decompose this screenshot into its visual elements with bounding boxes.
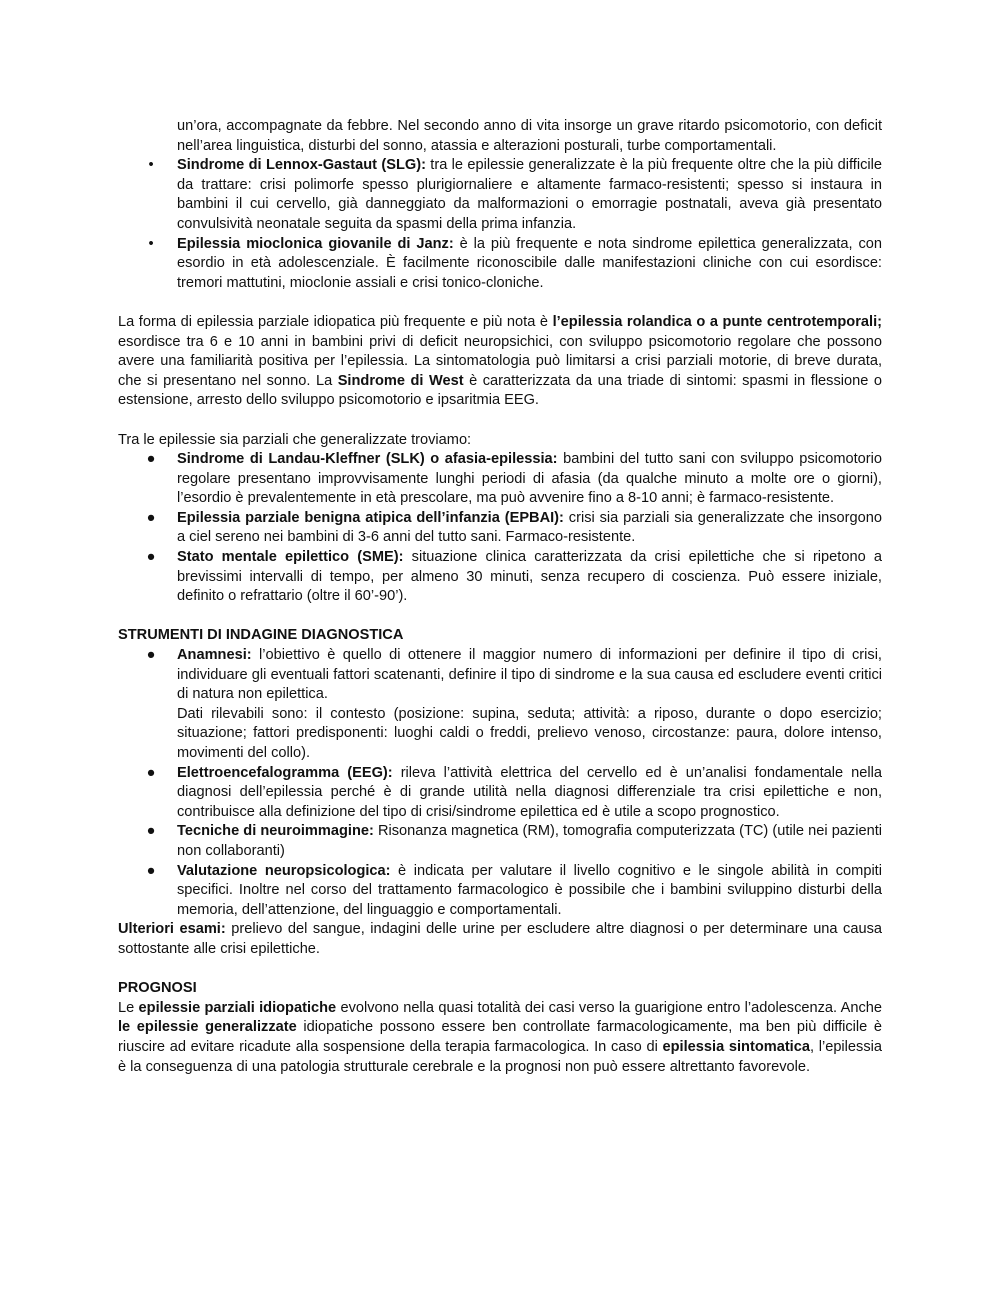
list-item-term: Stato mentale epilettico (SME): (177, 549, 404, 566)
bullet-icon: ● (146, 764, 156, 781)
list-item (118, 764, 882, 823)
text-run: evolvono nella quasi totalità dei casi verso la guarigione entro l’adolescenza. Anche (336, 999, 882, 1016)
section-heading-prognosi: PROGNOSI (118, 980, 197, 997)
document-page (118, 117, 882, 1077)
list-item-extra: Dati rilevabili sono: il contesto (posizione: supina, seduta; attività: a riposo, durante o dopo esercizio; situazione; fattori predisponenti: luoghi caldi o freddi, prelievo venoso, circostanze: paura, dolore intenso, movimenti del collo). (177, 705, 882, 761)
list-item (118, 235, 882, 294)
list-item (118, 822, 882, 861)
list-item-text: è indicata per valutare il livello cognitivo e le singole abilità in compiti specifici. Inoltre nel corso del trattamento farmacologico è possibile che i bambini sviluppino disturbi della memoria, dell’attenzione, del linguaggio e comportamentali. (177, 862, 882, 918)
bullet-icon: • (148, 235, 154, 252)
list-item (118, 509, 882, 548)
rolandica-paragraph (118, 313, 882, 411)
list-item (118, 450, 882, 509)
list-item (118, 548, 882, 607)
list-item-term: Tecniche di neuroimmagine: (177, 823, 374, 840)
list-item-term: Elettroencefalogramma (EEG): (177, 764, 393, 781)
list-item-text: crisi sia parziali sia generalizzate che insorgono a ciel sereno nei bambini di 3-6 anni del tutto sani. Farmaco-resistente. (177, 509, 882, 546)
text-run: , l’epilessia è la conseguenza di una patologia strutturale cerebrale e la prognosi non può essere altrettanto favorevole. (118, 1038, 882, 1075)
bold-term: l’epilessia rolandica o a punte centrotemporali; (552, 313, 882, 330)
list-item-text: bambini del tutto sani con sviluppo psicomotorio regolare presentano improvvisamente lunghi periodi di afasia (da qualche minuto a molte ore o giorni), l’esordio è prevalentemente in età prescolare, ma può avvenire fino a 8-10 anni; è farmaco-resistente. (177, 451, 882, 507)
list-intro: Tra le epilessie sia parziali che generalizzate troviamo: (118, 431, 472, 448)
list-item-term: Anamnesi: (177, 647, 252, 664)
text-run: esordisce tra 6 e 10 anni in bambini privi di deficit neuropsichici, con sviluppo psicomotorio regolare che possono avere una familiarità positiva per l’epilessia. La sintomatologia può limitarsi a crisi parziali motorie, di breve durata, che si presentano nel sonno. La (118, 333, 882, 389)
bullet-icon: ● (146, 451, 156, 468)
bullet-list-generalized (118, 156, 882, 293)
list-item-text: l’obiettivo è quello di ottenere il maggior numero di informazioni per definire il tipo di crisi, individuare gli eventuali fattori scatenanti, definire il tipo di sindrome e la sua causa ed escludere eventi critici di natura non epilettica. (177, 647, 882, 703)
list-item-term: Epilessia parziale benigna atipica dell’infanzia (EPBAI): (177, 509, 564, 526)
list-item (118, 862, 882, 921)
bold-term: epilessia sintomatica (662, 1038, 810, 1055)
bullet-icon: • (148, 157, 154, 174)
bullet-list-mixed (118, 450, 882, 607)
list-item-text: situazione clinica caratterizzata da crisi epilettiche che si ripetono a brevissimi intervalli di tempo, per almeno 30 minuti, senza recupero di coscienza. Può essere iniziale, definito o refrattario (oltre il 60’-90’). (177, 549, 882, 605)
list-item-term: Sindrome di Lennox-Gastaut (SLG): (177, 157, 426, 174)
text-run: Le (118, 999, 139, 1016)
bullet-icon: ● (146, 549, 156, 566)
bullet-list-strumenti (118, 646, 882, 920)
list-item-term: Sindrome di Landau-Kleffner (SLK) o afasia-epilessia: (177, 451, 558, 468)
ulteriori-esami-paragraph (118, 920, 882, 959)
list-item-term: Valutazione neuropsicologica: (177, 862, 391, 879)
list-item-text: rileva l’attività elettrica del cervello ed è un’analisi fondamentale nella diagnosi dell’epilessia perché è di grande utilità nella diagnosi differenziale tra crisi epilettiche e non, contribuisce alla definizione del tipo di crisi/sindrome epilettica ed è utile a scopo prognostico. (177, 764, 882, 820)
bold-term: epilessie parziali idiopatiche (138, 999, 337, 1016)
list-item (118, 646, 882, 764)
bold-term: Sindrome di West (337, 372, 464, 389)
bullet-icon: ● (146, 823, 156, 840)
list-item (118, 156, 882, 234)
prognosi-paragraph (118, 999, 882, 1077)
text-run: prelievo del sangue, indagini delle urine per escludere altre diagnosi o per determinare una causa sottostante alle crisi epilettiche. (118, 921, 882, 957)
text-run: è caratterizzata da una triade di sintomi: spasmi in flessione o estensione, arresto dello sviluppo psicomotorio e ipsaritmia EEG. (118, 372, 882, 409)
bullet-icon: ● (146, 647, 156, 664)
text-run: La forma di epilessia parziale idiopatica più frequente e più nota è (118, 313, 553, 330)
list-item-term: Epilessia mioclonica giovanile di Janz: (177, 235, 454, 252)
continuation-paragraph: un’ora, accompagnate da febbre. Nel secondo anno di vita insorge un grave ritardo psicomotorio, con deficit nell’area linguistica, disturbi del sonno, atassia e alterazioni posturali, turbe comportamentali. (177, 118, 882, 154)
bullet-icon: ● (146, 862, 156, 879)
list-item-text: Risonanza magnetica (RM), tomografia computerizzata (TC) (utile nei pazienti non collaboranti) (177, 823, 882, 859)
list-item-text: è la più frequente e nota sindrome epilettica generalizzata, con esordio in età adolescenziale. È facilmente riconoscibile dalle manifestazioni cliniche con cui esordisce: tremori mattutini, mioclonie assiali e crisi tonico-cloniche. (177, 235, 882, 291)
bullet-icon: ● (146, 509, 156, 526)
section-heading-strumenti: STRUMENTI DI INDAGINE DIAGNOSTICA (118, 627, 404, 644)
bold-term: le epilessie generalizzate (118, 1019, 297, 1036)
bold-term: Ulteriori esami: (118, 921, 226, 938)
list-item-text: tra le epilessie generalizzate è la più frequente oltre che la più difficile da trattare: crisi polimorfe spesso plurigiornaliere e altamente farmaco-resistenti; spesso si instaura in bambini il cui cervello, già danneggiato da malformazioni o emorragie postnatali, aveva già presentato convulsività neonatale seguita da spasmi della prima infanzia. (177, 157, 883, 232)
text-run: idiopatiche possono essere ben controllate farmacologicamente, ma ben più difficile è riuscire ad evitare ricadute alla sospensione della terapia farmacologica. In caso di (118, 1019, 883, 1055)
